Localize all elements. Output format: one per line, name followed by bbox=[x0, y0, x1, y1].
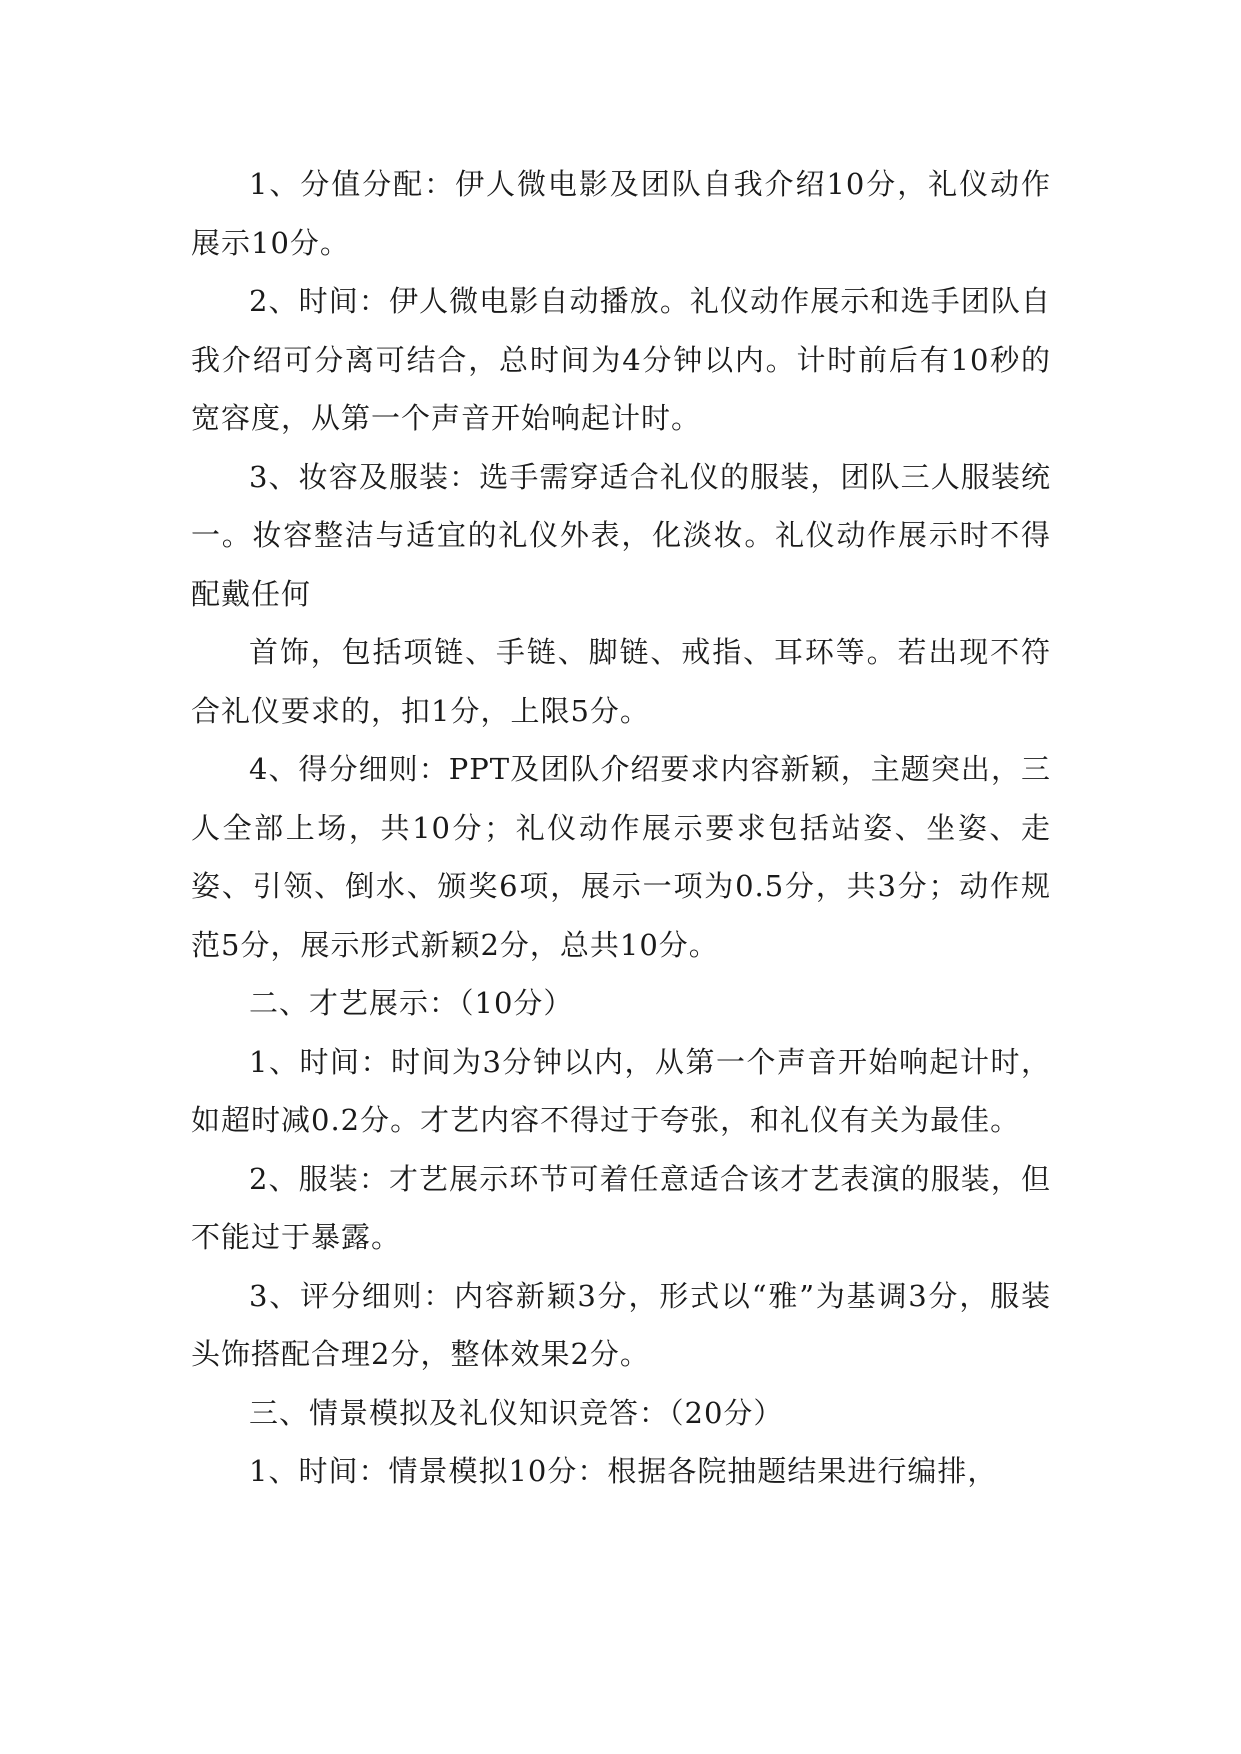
paragraph-scoring-rules: 4、得分细则：PPT及团队介绍要求内容新颖，主题突出，三人全部上场，共10分；礼仪动作展示要求包括站姿、坐姿、走姿、引领、倒水、颁奖6项，展示一项为0.5分，共3分；动作规范5分，展示形式新颖2分，总共10分。 bbox=[191, 752, 1051, 962]
paragraph-scoring-allocation: 1、分值分配：伊人微电影及团队自我介绍10分，礼仪动作展示10分。 bbox=[191, 167, 1051, 260]
document-body bbox=[191, 155, 1051, 1501]
paragraph-scenario-time: 1、时间：情景模拟10分：根据各院抽题结果进行编排， bbox=[249, 1454, 998, 1488]
heading-talent-show: 二、才艺展示：（10分） bbox=[249, 986, 574, 1020]
paragraph-jewelry: 首饰，包括项链、手链、脚链、戒指、耳环等。若出现不符合礼仪要求的，扣1分，上限5分。 bbox=[191, 635, 1051, 728]
paragraph-talent-attire: 2、服装：才艺展示环节可着任意适合该才艺表演的服装，但不能过于暴露。 bbox=[191, 1161, 1051, 1254]
paragraph-makeup-attire: 3、妆容及服装：选手需穿适合礼仪的服装，团队三人服装统一。妆容整洁与适宜的礼仪外表，化淡妆。礼仪动作展示时不得配戴任何 bbox=[191, 459, 1051, 611]
heading-scenario-quiz: 三、情景模拟及礼仪知识竞答：（20分） bbox=[249, 1395, 784, 1430]
paragraph-talent-scoring: 3、评分细则：内容新颖3分，形式以“雅”为基调3分，服装头饰搭配合理2分，整体效果2分。 bbox=[191, 1278, 1051, 1371]
paragraph-time: 2、时间：伊人微电影自动播放。礼仪动作展示和选手团队自我介绍可分离可结合，总时间为4分钟以内。计时前后有10秒的宽容度，从第一个声音开始响起计时。 bbox=[191, 284, 1051, 435]
paragraph-talent-time: 1、时间：时间为3分钟以内，从第一个声音开始响起计时，如超时减0.2分。才艺内容不得过于夸张，和礼仪有关为最佳。 bbox=[191, 1044, 1051, 1137]
